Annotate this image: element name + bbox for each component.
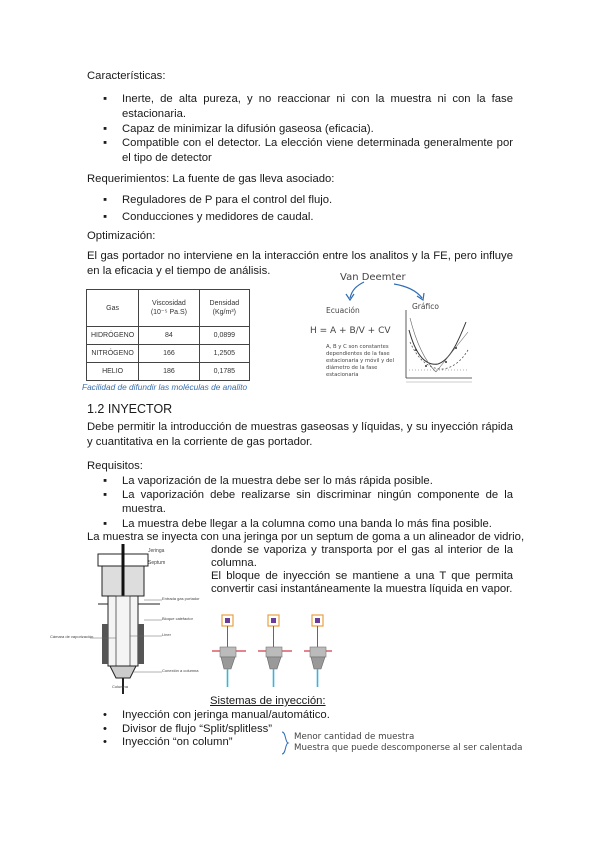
table-header-row <box>87 290 250 327</box>
table-cell: HELIO <box>87 363 139 381</box>
inyeccion-text-rest: donde se vaporiza y transporta por el gas al interior de la columna. <box>211 544 513 570</box>
table-header: Densidad (Kg/m³) <box>199 290 249 327</box>
table-cell: 0,0899 <box>199 327 249 345</box>
sistemas-heading: Sistemas de inyección: <box>210 695 326 707</box>
requerimientos-heading: Requerimientos: La fuente de gas lleva asociado: <box>87 173 335 185</box>
requisitos-heading: Requisitos: <box>87 460 143 472</box>
table-cell: HIDRÓGENO <box>87 327 139 345</box>
list-item: ▪ Inerte, de alta pureza, y no reaccionar ni con la muestra ni con la fase estacionaria. <box>103 93 513 120</box>
table-row <box>87 327 250 345</box>
caracteristicas-list <box>103 92 513 166</box>
ecuacion-label: Ecuación <box>326 306 360 315</box>
injection-systems-illustration <box>212 613 342 691</box>
caracteristicas-heading: Características: <box>87 70 166 82</box>
injection-systems-drawing <box>212 613 342 691</box>
inyector-heading: 1.2 INYECTOR <box>87 402 173 416</box>
list-item: ▪ Compatible con el detector. La elección viene determinada generalmente por el tipo de detector <box>103 137 513 165</box>
optimizacion-text: El gas portador no interviene en la interacción entre los analitos y la FE, pero influye en la eficacia y el tiempo de análisis. <box>87 250 513 278</box>
vaporizacion-label: Cámara de vaporización <box>50 634 94 639</box>
oncolumn-note-2: Muestra que puede descomponerse al ser calentada <box>294 743 523 753</box>
optimizacion-heading: Optimización: <box>87 230 156 242</box>
conexion-label: Conexión a columna <box>162 668 199 673</box>
requerimientos-list <box>103 193 513 225</box>
van-deemter-diagram <box>286 272 516 390</box>
split-injector-icon <box>212 615 246 687</box>
gas-table <box>86 289 250 381</box>
oncolumn-note-1: Menor cantidad de muestra <box>294 732 415 742</box>
table-header: Viscosidad (10⁻⁵ Pa.S) <box>139 290 199 327</box>
list-item: ▪ La muestra debe llegar a la columna como una banda lo más fina posible. <box>103 517 492 530</box>
grafico-label: Gráfico <box>412 302 439 311</box>
list-item: ▪ La vaporización debe realizarse sin discriminar ningún componente de la muestra. <box>103 489 513 516</box>
gas-portador-label: Entrada gas portador <box>162 596 200 601</box>
list-item: ▪ Reguladores de P para el control del flujo. <box>103 194 333 206</box>
liner-label: Liner <box>162 632 171 637</box>
injector-diagram <box>50 544 210 694</box>
columna-label: Columna <box>112 684 129 689</box>
gas-table-caption: Facilidad de difundir las moléculas de analito <box>82 382 248 392</box>
splitless-injector-icon <box>258 615 292 687</box>
jeringa-label: Jeringa <box>148 548 165 554</box>
inyector-intro: Debe permitir la introducción de muestras gaseosas y líquidas, y su inyección rápida y cuantitativa en la corriente de gas portador. <box>87 421 513 449</box>
van-deemter-note: A, B y C son constantes dependientes de la fase estacionaria y móvil y del diámetro de la fase estacionaria <box>326 344 395 378</box>
on-column-injector-icon <box>304 615 332 687</box>
brace-icon <box>280 731 290 755</box>
table-cell: 0,1785 <box>199 363 249 381</box>
van-deemter-equation: H = A + B/V + CV <box>310 326 391 336</box>
van-deemter-title: Van Deemter <box>340 272 406 283</box>
table-cell: 166 <box>139 345 199 363</box>
list-item: ▪ Conducciones y medidores de caudal. <box>103 210 314 223</box>
list-item: ▪ La vaporización de la muestra debe ser lo más rápida posible. <box>103 475 433 487</box>
bloque-inyeccion-text: El bloque de inyección se mantiene a una T que permita convertir casi instantáneamente la muestra líquida en vapor. <box>211 570 513 596</box>
table-cell: 84 <box>139 327 199 345</box>
list-item: • Inyección “on column” <box>103 736 233 749</box>
table-cell: NITRÓGENO <box>87 345 139 363</box>
table-row <box>87 345 250 363</box>
inyeccion-text-line1: La muestra se inyecta con una jeringa por un septum de goma a un alineador de vidrio, <box>87 531 525 543</box>
list-item: • Divisor de flujo “Split/splitless” <box>103 722 273 735</box>
bloque-label: Bloque calefactor <box>162 616 193 621</box>
list-item: • Inyección con jeringa manual/automático. <box>103 709 330 721</box>
list-item: ▪ Capaz de minimizar la difusión gaseosa (eficacia). <box>103 122 374 135</box>
table-row <box>87 363 250 381</box>
septum-label: Septum <box>148 560 166 566</box>
requisitos-list <box>103 474 513 531</box>
table-cell: 186 <box>139 363 199 381</box>
table-header: Gas <box>87 290 139 327</box>
table-cell: 1,2505 <box>199 345 249 363</box>
